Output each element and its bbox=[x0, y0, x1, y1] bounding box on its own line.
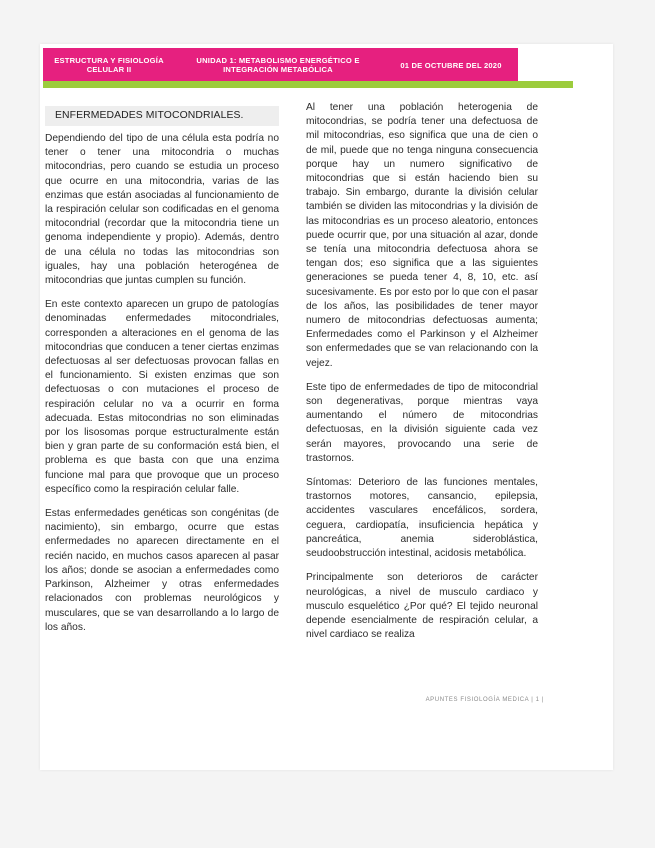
right-column bbox=[306, 101, 538, 652]
page-footer: APUNTES FISIOLOGÍA MEDICA | 1 | bbox=[425, 697, 544, 703]
green-accent-band bbox=[43, 81, 573, 88]
left-column bbox=[45, 106, 279, 645]
paragraph: Síntomas: Deterioro de las funciones mentales, trastornos motores, cansancio, epilepsia, accidentes vasculares encefálicos, sordera, ceguera, cardiopatía, insuficiencia hepática y pancreática, anemia sideroblástica, seudoobstrucción intestinal, acidosis metabólica. bbox=[306, 477, 538, 560]
section-title: ENFERMEDADES MITOCONDRIALES. bbox=[45, 106, 279, 126]
header-band bbox=[43, 48, 518, 81]
header-course: ESTRUCTURA Y FISIOLOGÍA CELULAR II bbox=[54, 56, 164, 74]
paragraph: En este contexto aparecen un grupo de patologías denominadas enfermedades mitocondriales, corresponden a alteraciones en el genoma de las mitocondrias que conducen a tener ciertas enzimas defectuosas al ser defectuosas provocan fallas en el funcionamiento. Si existen enzimas que son defectuosas o con mutaciones el proceso de respiración celular no va a ocurrir en forma adecuada. Estas mitocondrias no son eliminadas por los lisosomas porque estructuralmente están bien y gran parte de su conformación está bien, el problema es que basta con que una enzima funcione mal para que provoque que un proceso específico como la respiración celular falle. bbox=[45, 299, 279, 495]
paragraph: Este tipo de enfermedades de tipo de mitocondrial son degenerativas, porque mientras vaya aumentando el número de mitocondrias defectuosas, en la división siguiente cada vez serán mayores, provocando una serie de trastornos. bbox=[306, 381, 538, 464]
header-date: 01 DE OCTUBRE DEL 2020 bbox=[400, 61, 502, 70]
paragraph: Principalmente son deterioros de carácter neurológicas, a nivel de musculo cardiaco y musculo esquelético ¿Por qué? El tejido neuronal depende esencialmente de respiración celular, a nivel cardiaco se realiza bbox=[306, 572, 538, 641]
header-unit: UNIDAD 1: METABOLISMO ENERGÉTICO E INTEGRACIÓN METABÓLICA bbox=[196, 56, 360, 74]
paragraph: Dependiendo del tipo de una célula esta podría no tener o tener una mitocondria o muchas mitocondrias, pero cuando se estudia un proceso que ocurre en una mitocondria, varias de las enzimas que están asociadas al funcionamiento de la respiración celular son codificadas en el genoma mitocondrial (recordar que la mitocondria tiene un genoma independiente y propio). Además, dentro de una célula no todas las mitocondrias son iguales, hay una población heterogénea de mitocondrias que juntas cumplen su función. bbox=[45, 133, 279, 287]
paragraph: Al tener una población heterogenia de mitocondrias, se podría tener una defectuosa de mil mitocondrias, eso significa que una de cien o de mil, puede que no tenga ninguna consecuencia porque hay un numero significativo de mitocondrias que si están haciendo bien su trabajo. Sin embargo, durante la división celular también se dividen las mitocondrias y la división de las mitocondrias es un proceso aleatorio, entonces puede ocurrir que, por una situación al azar, donde se tenía una mitocondria defectuosa ahora se tengan dos; eso significa que a las siguientes generaciones se pueda tener 4, 8, 10, etc. así sucesivamente. Es por esto por lo que con el pasar de los años, las posibilidades de tener mayor numero de mitocondrias defectuosas aumenta; Enfermedades como el Parkinson y el Alzheimer son enfermedades que se van relacionando con la vejez. bbox=[306, 102, 538, 369]
paragraph: Estas enfermedades genéticas son congénitas (de nacimiento), sin embargo, ocurre que estas enfermedades no aparecen directamente en el recién nacido, en muchos casos aparecen al pasar los años; donde se asocian a enfermedades como Parkinson, Alzheimer y otras enfermedades relacionados con problemas neurológicos y musculares, que se van desarrollando a lo largo de los años. bbox=[45, 508, 279, 633]
